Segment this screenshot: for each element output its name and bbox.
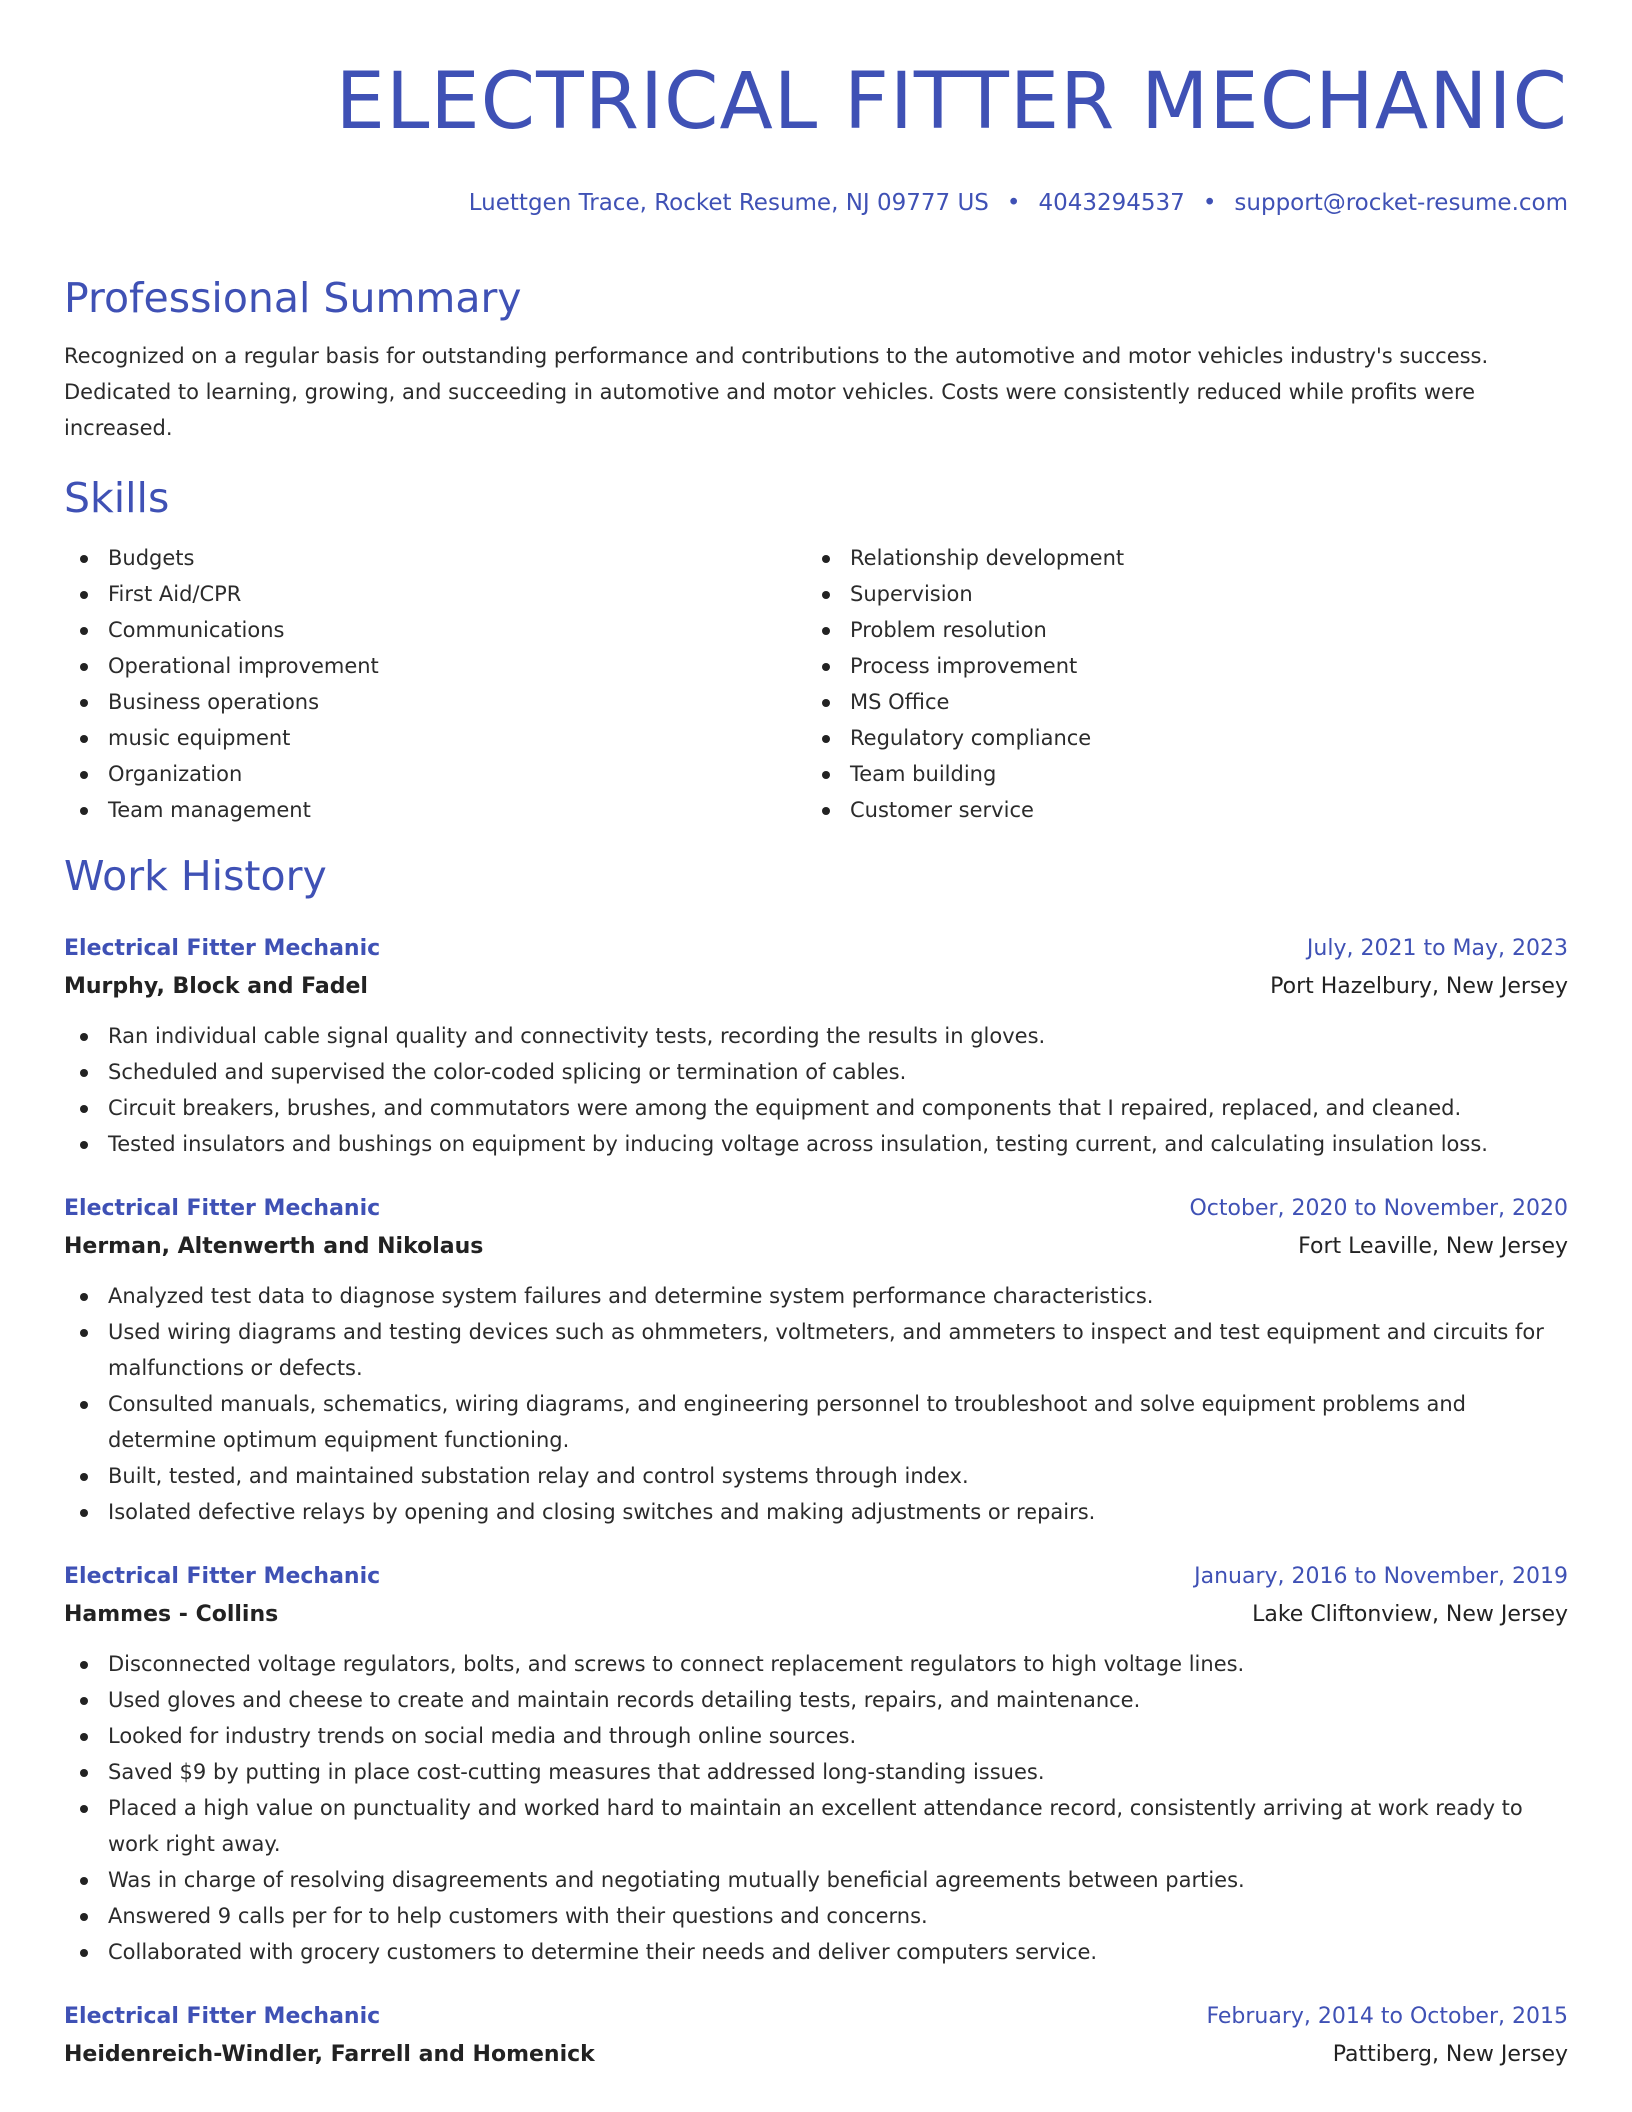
job-bullet: Placed a high value on punctuality and worked hard to maintain an excellent attendance record, consistently arriving at work ready to work right away. bbox=[64, 1790, 1568, 1862]
job-header-row bbox=[64, 1998, 1568, 2036]
job-entry bbox=[64, 1998, 1568, 2074]
job-bullet: Scheduled and supervised the color-coded splicing or termination of cables. bbox=[64, 1054, 1568, 1090]
job-header-row bbox=[64, 1558, 1568, 1596]
skill-item: music equipment bbox=[64, 720, 806, 756]
job-employer: Murphy, Block and Fadel bbox=[64, 974, 368, 999]
job-bullet: Built, tested, and maintained substation relay and control systems through index. bbox=[64, 1458, 1568, 1494]
job-title: Electrical Fitter Mechanic bbox=[64, 1196, 381, 1221]
job-entry bbox=[64, 930, 1568, 1162]
professional-summary-text: Recognized on a regular basis for outstanding performance and contributions to the automotive and motor vehicles industry's success. Dedicated to learning, growing, and succeeding in automotive and motor vehicles. Costs were consistently reduced while profits were increased. bbox=[64, 344, 1489, 440]
job-bullet: Was in charge of resolving disagreements and negotiating mutually beneficial agreements between parties. bbox=[64, 1862, 1568, 1898]
job-company-row bbox=[64, 968, 1568, 1006]
skills-heading: Skills bbox=[64, 474, 170, 522]
job-title: Electrical Fitter Mechanic bbox=[64, 936, 381, 961]
job-title: Electrical Fitter Mechanic bbox=[64, 2004, 381, 2029]
job-dates: July, 2021 to May, 2023 bbox=[1306, 936, 1568, 961]
contact-separator: • bbox=[1202, 190, 1217, 216]
job-bullet: Collaborated with grocery customers to determine their needs and deliver computers service. bbox=[64, 1934, 1568, 1970]
job-bullet: Saved $9 by putting in place cost-cutting measures that addressed long-standing issues. bbox=[64, 1754, 1568, 1790]
skill-item: Organization bbox=[64, 756, 806, 792]
job-employer: Herman, Altenwerth and Nikolaus bbox=[64, 1234, 484, 1259]
job-bullets bbox=[64, 1646, 1568, 1970]
work-history-heading: Work History bbox=[64, 852, 327, 900]
skill-item: Process improvement bbox=[806, 648, 1548, 684]
job-dates: January, 2016 to November, 2019 bbox=[1194, 1564, 1568, 1589]
contact-address: Luettgen Trace, Rocket Resume, NJ 09777 US bbox=[468, 190, 989, 216]
skills-columns bbox=[64, 540, 1568, 828]
job-title: Electrical Fitter Mechanic bbox=[64, 1564, 381, 1589]
job-bullet: Ran individual cable signal quality and connectivity tests, recording the results in gloves. bbox=[64, 1018, 1568, 1054]
job-bullet: Analyzed test data to diagnose system failures and determine system performance characteristics. bbox=[64, 1278, 1568, 1314]
contact-phone: 4043294537 bbox=[1038, 190, 1185, 216]
job-header-row bbox=[64, 1190, 1568, 1228]
job-bullets bbox=[64, 1278, 1568, 1530]
job-dates: October, 2020 to November, 2020 bbox=[1189, 1196, 1568, 1221]
skill-item: Communications bbox=[64, 612, 806, 648]
skill-item: Business operations bbox=[64, 684, 806, 720]
skill-item: Customer service bbox=[806, 792, 1548, 828]
job-employer: Heidenreich-Windler, Farrell and Homenick bbox=[64, 2042, 595, 2067]
resume-name: ELECTRICAL FITTER MECHANIC bbox=[335, 57, 1568, 147]
job-company-row bbox=[64, 2036, 1568, 2074]
job-location: Lake Cliftonview, New Jersey bbox=[1252, 1602, 1568, 1627]
job-bullet: Tested insulators and bushings on equipment by inducing voltage across insulation, testing current, and calculating insulation loss. bbox=[64, 1126, 1568, 1162]
job-bullet: Looked for industry trends on social media and through online sources. bbox=[64, 1718, 1568, 1754]
skill-item: Problem resolution bbox=[806, 612, 1548, 648]
job-bullets bbox=[64, 1018, 1568, 1162]
job-entry bbox=[64, 1558, 1568, 1970]
professional-summary-heading: Professional Summary bbox=[64, 274, 522, 322]
skill-item: Regulatory compliance bbox=[806, 720, 1548, 756]
contact-separator: • bbox=[1006, 190, 1021, 216]
skill-item: Operational improvement bbox=[64, 648, 806, 684]
job-bullet: Disconnected voltage regulators, bolts, and screws to connect replacement regulators to high voltage lines. bbox=[64, 1646, 1568, 1682]
job-location: Port Hazelbury, New Jersey bbox=[1270, 974, 1568, 999]
skills-column-left bbox=[64, 540, 806, 828]
skill-item: Supervision bbox=[806, 576, 1548, 612]
job-entry bbox=[64, 1190, 1568, 1530]
job-bullet: Isolated defective relays by opening and closing switches and making adjustments or repairs. bbox=[64, 1494, 1568, 1530]
job-dates: February, 2014 to October, 2015 bbox=[1206, 2004, 1568, 2029]
skill-item: First Aid/CPR bbox=[64, 576, 806, 612]
skill-item: MS Office bbox=[806, 684, 1548, 720]
contact-line bbox=[64, 186, 1568, 220]
job-bullet: Used gloves and cheese to create and maintain records detailing tests, repairs, and maintenance. bbox=[64, 1682, 1568, 1718]
job-location: Fort Leaville, New Jersey bbox=[1298, 1234, 1568, 1259]
skills-column-right bbox=[806, 540, 1548, 828]
job-bullet: Consulted manuals, schematics, wiring diagrams, and engineering personnel to troubleshoot and solve equipment problems and determine optimum equipment functioning. bbox=[64, 1386, 1568, 1458]
skill-item: Budgets bbox=[64, 540, 806, 576]
job-bullet: Answered 9 calls per for to help customers with their questions and concerns. bbox=[64, 1898, 1568, 1934]
job-bullet: Used wiring diagrams and testing devices such as ohmmeters, voltmeters, and ammeters to inspect and test equipment and circuits for malfunctions or defects. bbox=[64, 1314, 1568, 1386]
job-employer: Hammes - Collins bbox=[64, 1602, 279, 1627]
job-company-row bbox=[64, 1596, 1568, 1634]
skill-item: Team building bbox=[806, 756, 1548, 792]
resume-page bbox=[64, 0, 1568, 2074]
job-location: Pattiberg, New Jersey bbox=[1332, 2042, 1568, 2067]
skill-item: Relationship development bbox=[806, 540, 1548, 576]
contact-email: support@rocket-resume.com bbox=[1234, 190, 1568, 216]
job-bullet: Circuit breakers, brushes, and commutators were among the equipment and components that I repaired, replaced, and cleaned. bbox=[64, 1090, 1568, 1126]
job-company-row bbox=[64, 1228, 1568, 1266]
skill-item: Team management bbox=[64, 792, 806, 828]
job-header-row bbox=[64, 930, 1568, 968]
